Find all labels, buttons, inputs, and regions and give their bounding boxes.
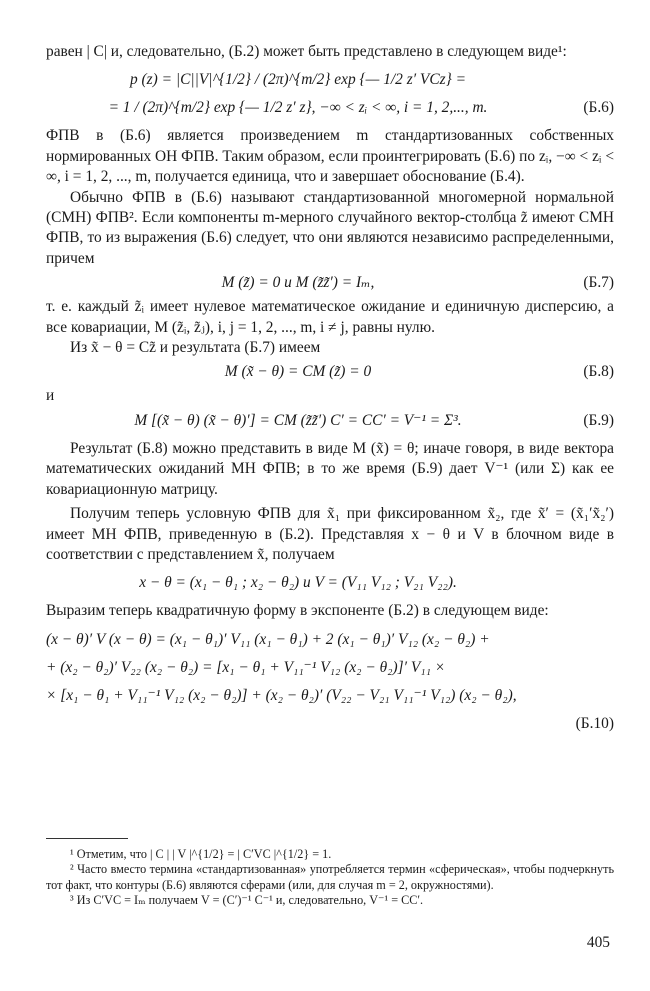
equation-b10-line2: [46, 654, 614, 682]
equation-b9-number: (Б.9): [583, 411, 614, 429]
equation-b9-body: M [(x̃ − θ) (x̃ − θ)′] = CM (z̃z̃′) C′ = CC′ = V⁻¹ = Σ³.: [134, 411, 462, 429]
equation-b6-number: (Б.6): [583, 99, 614, 117]
footnote-1: ¹ Отметим, что | C | | V |^{1/2} = | C′VC |^{1/2} = 1.: [70, 847, 332, 861]
paragraph-3: Обычно ФПВ в (Б.6) называют стандартизованной многомерной нормальной (СМН) ФПВ². Если компоненты m-мерного случайного вектор-столбца z̃ имеют СМН ФПВ, то из выражения (Б.6) следует, что они являются независимо распределенными, причем: [46, 188, 614, 267]
equation-b10-line3-body: × [x₁ − θ₁ + V₁₁⁻¹ V₁₂ (x₂ − θ₂)] + (x₂ − θ₂)′ (V₂₂ − V₂₁ V₁₁⁻¹ V₁₂) (x₂ − θ₂),: [46, 686, 517, 704]
equation-b8: [46, 358, 614, 386]
footnotes: [46, 838, 614, 909]
paragraph-8: Выразим теперь квадратичную форму в экспоненте (Б.2) в следующем виде:: [46, 602, 549, 620]
equation-b6: [46, 94, 614, 122]
equation-b10-number: (Б.10): [575, 714, 614, 732]
footnote-3: ³ Из C′VC = Iₘ получаем V = (C′)⁻¹ C⁻¹ и, следовательно, V⁻¹ = CC′.: [70, 893, 424, 908]
equation-b10-line1: [46, 626, 614, 654]
equation-pz: [46, 66, 614, 94]
paragraph-1: равен | C| и, следовательно, (Б.2) может быть представлено в следующем виде¹:: [46, 43, 567, 60]
paragraph-2: ФПВ в (Б.6) является произведением m стандартизованных собственных нормированных ОН ФПВ. Таким образом, если проинтегрировать (Б.6) по zᵢ, −∞ < zᵢ < ∞, i = 1, 2, ..., m, получается единица, что и завершает обоснование (Б.4).: [46, 127, 614, 186]
page-body: [46, 42, 614, 738]
equation-b10-number-line: [46, 710, 614, 738]
equation-b10-line2-body: + (x₂ − θ₂)′ V₂₂ (x₂ − θ₂) = [x₁ − θ₁ + V₁₁⁻¹ V₁₂ (x₂ − θ₂)]′ V₁₁ ×: [46, 658, 446, 676]
equation-b10-line3: [46, 682, 614, 710]
paragraph-7: Получим теперь условную ФПВ для x̃₁ при фиксированном x̃₂, где x̃′ = (x̃₁′x̃₂′) имеет МН ФПВ, приведенную в (Б.2). Представляя x − θ и V в блочном виде в соответствии с представлением x̃, получаем: [46, 505, 614, 563]
paragraph-5: Из x̃ − θ = Cz̃ и результата (Б.7) имеем: [70, 339, 321, 357]
page-number: 405: [586, 934, 610, 951]
footnote-2: ² Часто вместо термина «стандартизованная» употребляется термин «сферическая», чтобы подчеркнуть тот факт, что контуры (Б.6) являются сферами (или, для случая m = 2, окружностями).: [46, 862, 614, 892]
paragraph-6: Результат (Б.8) можно представить в виде M (x̃) = θ; иначе говоря, в виде вектора математических ожиданий МН ФПВ; в то же время (Б.9) дает V⁻¹ (или Σ) как ее ковариационную матрицу.: [46, 439, 614, 498]
equation-b7: [46, 269, 614, 297]
equation-b8-number: (Б.8): [583, 363, 614, 381]
equation-b9: [46, 407, 614, 435]
equation-b10-line1-body: (x − θ)′ V (x − θ) = (x₁ − θ₁)′ V₁₁ (x₁ − θ₁) + 2 (x₁ − θ₁)′ V₁₂ (x₂ − θ₂) +: [46, 630, 490, 648]
footnote-rule: [46, 838, 128, 839]
equation-b6-body: = 1 / (2π)^{m/2} exp {— 1/2 z′ z}, −∞ < zᵢ < ∞, i = 1, 2,..., m.: [108, 99, 488, 117]
paragraph-4: т. е. каждый z̃ᵢ имеет нулевое математическое ожидание и единичную дисперсию, а все ковариации, M (z̃ᵢ, z̃ⱼ), i, j = 1, 2, ..., m, i ≠ j, равны нулю.: [46, 298, 614, 336]
equation-b8-body: M (x̃ − θ) = CM (z̃) = 0: [224, 363, 372, 381]
equation-blocks-body: x − θ = (x₁ − θ₁ ; x₂ − θ₂) и V = (V₁₁ V₁₂ ; V₂₁ V₂₂).: [139, 574, 457, 592]
equation-blocks: [46, 569, 614, 597]
equation-b7-number: (Б.7): [583, 274, 614, 292]
equation-pz-body: p (z) = |C||V|^{1/2} / (2π)^{m/2} exp {— 1/2 z′ VCz} =: [130, 71, 466, 89]
paragraph-and: и: [46, 387, 55, 405]
equation-b7-body: M (z̃) = 0 и M (z̃z̃′) = Iₘ,: [221, 274, 375, 292]
